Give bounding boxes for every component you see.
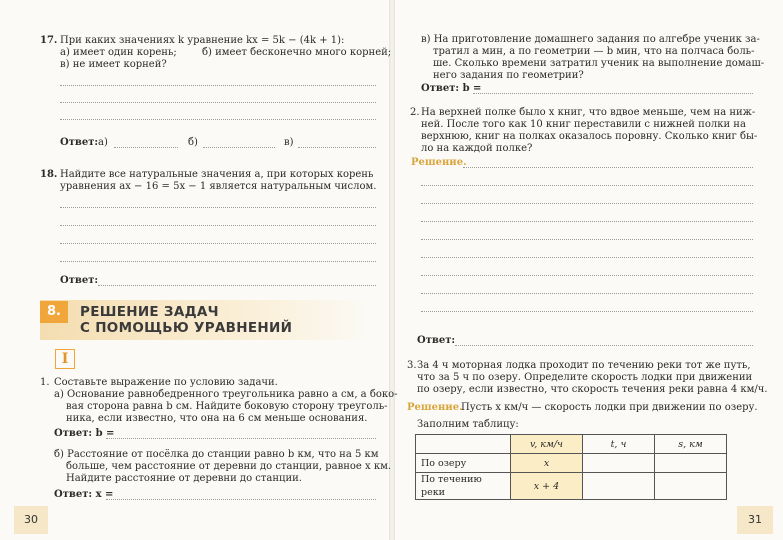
task-1a-line1: а) Основание равнобедренного треугольника равно a см, а боко-	[54, 389, 398, 400]
answer-line[interactable]	[60, 225, 376, 226]
table-cell[interactable]	[655, 473, 727, 500]
problem-17-answer-b: б)	[188, 137, 198, 148]
table-header-row	[416, 435, 727, 454]
table-cell: По озеру	[416, 454, 511, 473]
table-header-cell: t, ч	[583, 435, 655, 454]
problem-17-a: а) имеет один корень;	[60, 47, 177, 58]
difficulty-level-badge: I	[55, 349, 75, 369]
page-number-left: 30	[14, 506, 48, 534]
task-2-line3: верхнюю, книг на полках оказалось поровну. Сколько книг бы-	[421, 131, 758, 142]
answer-line[interactable]	[60, 119, 376, 120]
answer-line[interactable]	[60, 261, 376, 262]
table-header-cell: s, км	[655, 435, 727, 454]
problem-18-number: 18.	[40, 169, 58, 180]
task-1v-line2: тратил a мин, а по геометрии — b мин, что на полчаса боль-	[433, 46, 755, 57]
table-cell: По течению реки	[416, 473, 511, 500]
task-1a-answer-field[interactable]	[106, 438, 376, 439]
solution-line[interactable]	[421, 239, 753, 240]
task-3-line3: по озеру, если известно, что скорость течения реки равна 4 км/ч.	[417, 384, 768, 395]
solution-line[interactable]	[421, 311, 753, 312]
task-1v-answer-field[interactable]	[473, 93, 753, 94]
section-number: 8.	[40, 301, 68, 323]
table-cell[interactable]	[583, 473, 655, 500]
answer-b-field[interactable]	[203, 147, 275, 148]
task-2-line2: ней. После того как 10 книг переставили с нижней полки на	[421, 119, 746, 130]
task-1b-line1: б) Расстояние от посёлка до станции равно b км, что на 5 км	[54, 449, 379, 460]
solution-line[interactable]	[421, 185, 753, 186]
task-1-number: 1.	[40, 377, 50, 388]
task-3-solution-label: Решение.	[407, 402, 463, 413]
task-1b-answer-field[interactable]	[106, 499, 376, 500]
motion-table	[415, 434, 727, 500]
table-row	[416, 473, 727, 500]
problem-17-b: б) имеет бесконечно много корней;	[202, 47, 392, 58]
problem-17-answer-a: а)	[98, 137, 108, 148]
problem-17-answer-label: Ответ:	[60, 137, 99, 148]
answer-v-field[interactable]	[298, 147, 376, 148]
section-title-line2: С ПОМОЩЬЮ УРАВНЕНИЙ	[80, 320, 293, 336]
task-3-line2: что за 5 ч по озеру. Определите скорость лодки при движении	[417, 372, 753, 383]
task-1v-answer: Ответ: b =	[421, 83, 482, 94]
section-title-line1: РЕШЕНИЕ ЗАДАЧ	[80, 304, 219, 320]
task-3-solution-text: Пусть x км/ч — скорость лодки при движении по озеру.	[461, 402, 758, 413]
solution-line[interactable]	[421, 203, 753, 204]
task-2-line4: ло на каждой полке?	[421, 143, 533, 154]
answer-line[interactable]	[60, 102, 376, 103]
task-1v-line1: в) На приготовление домашнего задания по алгебре ученик за-	[421, 34, 760, 45]
answer-line[interactable]	[60, 243, 376, 244]
solution-line[interactable]	[421, 293, 753, 294]
task-2-line1: На верхней полке было x книг, что вдвое меньше, чем на ниж-	[421, 107, 756, 118]
task-2-number: 2.	[410, 107, 420, 118]
problem-17-text: При каких значениях k уравнение kx = 5k − (4k + 1):	[60, 35, 345, 46]
task-1b-line2: больше, чем расстояние от деревни до станции, равное x км.	[66, 461, 392, 472]
task-1a-answer: Ответ: b =	[54, 428, 115, 439]
table-cell[interactable]	[583, 454, 655, 473]
problem-18-line1: Найдите все натуральные значения a, при которых корень	[60, 169, 374, 180]
task-2-answer-field[interactable]	[455, 345, 753, 346]
task-1b-line3: Найдите расстояние от деревни до станции.	[66, 473, 302, 484]
task-1b-answer: Ответ: x =	[54, 489, 114, 500]
task-1v-line4: него задания по геометрии?	[433, 70, 584, 81]
problem-17-v: в) не имеет корней?	[60, 59, 167, 70]
right-page	[393, 0, 783, 540]
table-cell: x	[511, 454, 583, 473]
task-1v-line3: ше. Сколько времени затратил ученик на выполнение домаш-	[433, 58, 765, 69]
table-header-cell	[416, 435, 511, 454]
table-row	[416, 454, 727, 473]
problem-18-answer-field[interactable]	[98, 285, 376, 286]
problem-18-answer-label: Ответ:	[60, 275, 99, 286]
solution-line[interactable]	[463, 167, 753, 168]
answer-a-field[interactable]	[114, 147, 178, 148]
task-2-answer-label: Ответ:	[417, 335, 456, 346]
table-header-cell: v, км/ч	[511, 435, 583, 454]
task-3-line1: За 4 ч моторная лодка проходит по течению реки тот же путь,	[417, 360, 751, 371]
solution-line[interactable]	[421, 221, 753, 222]
task-1a-line2: вая сторона равна b см. Найдите боковую сторону треуголь-	[66, 401, 388, 412]
table-cell[interactable]	[655, 454, 727, 473]
solution-line[interactable]	[421, 275, 753, 276]
task-1-intro: Составьте выражение по условию задачи.	[54, 377, 278, 388]
task-2-solution-label: Решение.	[411, 157, 467, 168]
page-number-right: 31	[737, 506, 773, 534]
answer-line[interactable]	[60, 85, 376, 86]
answer-line[interactable]	[60, 207, 376, 208]
problem-17-answer-v: в)	[284, 137, 294, 148]
solution-line[interactable]	[421, 257, 753, 258]
problem-17-number: 17.	[40, 35, 58, 46]
problem-18-line2: уравнения ax − 16 = 5x − 1 является натуральным числом.	[60, 181, 377, 192]
task-3-number: 3.	[407, 360, 417, 371]
task-3-fill-table: Заполним таблицу:	[417, 419, 519, 430]
task-1a-line3: ника, если известно, что она на 6 см меньше основания.	[66, 413, 368, 424]
table-cell: x + 4	[511, 473, 583, 500]
